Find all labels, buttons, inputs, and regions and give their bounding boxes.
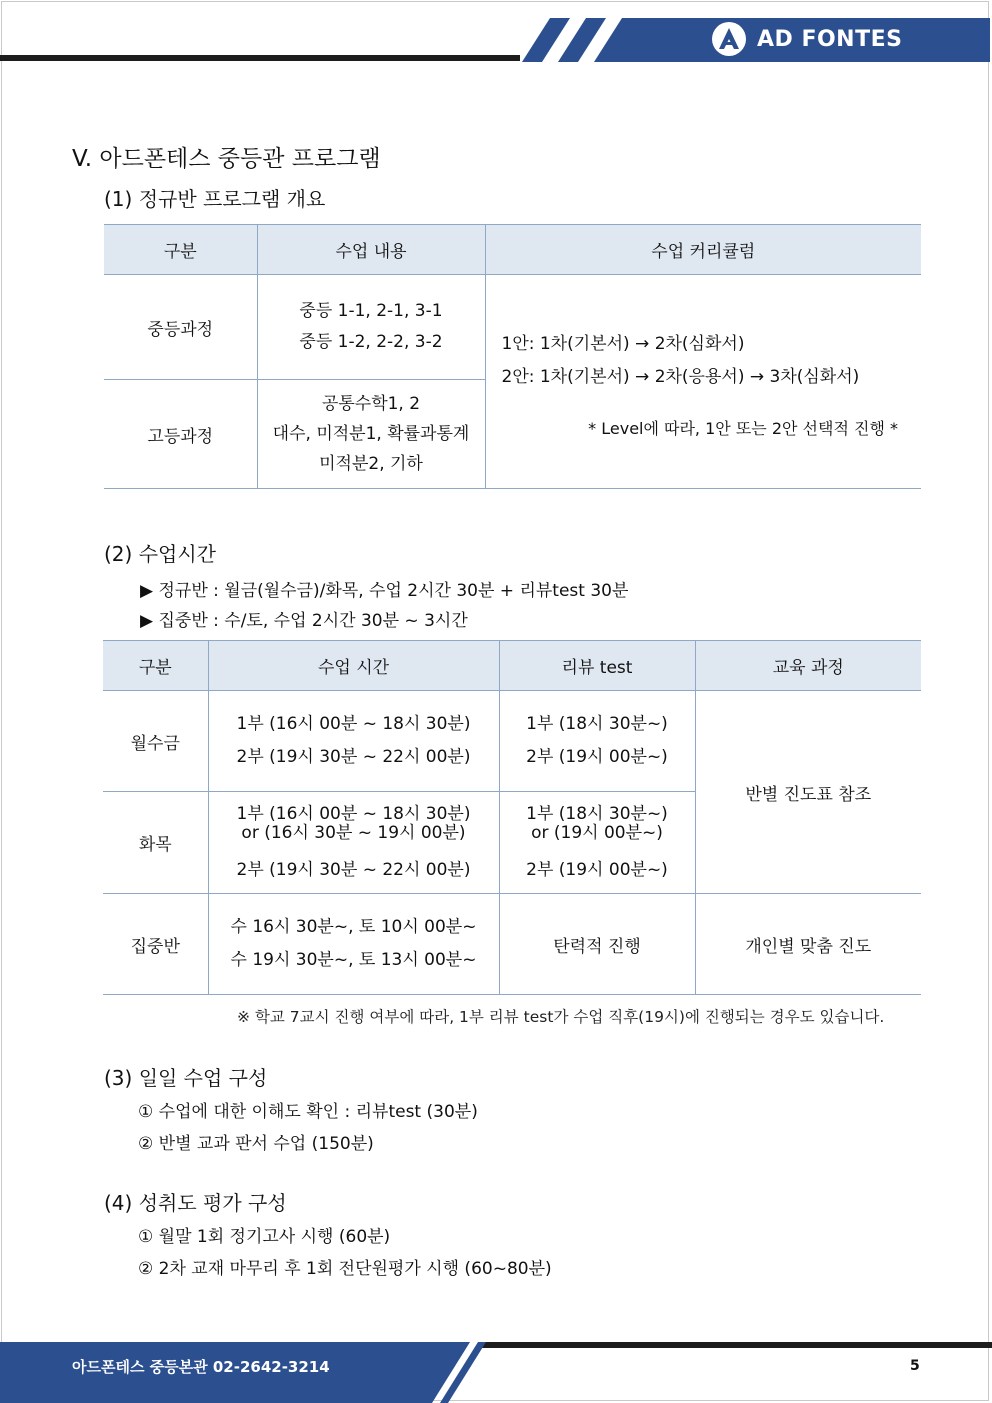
evaluation-item: ② 2차 교재 마무리 후 1회 전단원평가 시행 (60~80분) bbox=[138, 1259, 552, 1279]
section1-heading: (1) 정규반 프로그램 개요 bbox=[104, 187, 326, 211]
col-header: 수업 내용 bbox=[257, 225, 485, 275]
section3-heading: (3) 일일 수업 구성 bbox=[104, 1066, 268, 1090]
section2-heading: (2) 수업시간 bbox=[104, 542, 216, 566]
review-line: or (19시 00분~) bbox=[531, 823, 663, 843]
review-line: 2부 (19시 00분~) bbox=[526, 860, 668, 880]
review-line: 2부 (19시 00분~) bbox=[526, 747, 668, 767]
brand-logo bbox=[711, 22, 902, 56]
content-line: 미적분2, 기하 bbox=[319, 454, 423, 474]
row-category: 고등과정 bbox=[104, 380, 257, 489]
class-time-table bbox=[103, 640, 921, 995]
table-row bbox=[104, 275, 921, 380]
program-overview-table bbox=[104, 224, 921, 489]
curriculum-note: * Level에 따라, 1안 또는 2안 선택적 진행 * bbox=[588, 419, 898, 438]
table-row bbox=[103, 894, 921, 995]
row-category: 월수금 bbox=[130, 733, 180, 754]
time-line: 2부 (19시 30분 ~ 22시 00분) bbox=[236, 860, 471, 880]
schedule-bullet: ▶ 집중반 : 수/토, 수업 2시간 30분 ~ 3시간 bbox=[140, 611, 468, 631]
content-line: 공통수학1, 2 bbox=[321, 394, 421, 414]
row-category: 중등과정 bbox=[147, 319, 214, 340]
table-header-row bbox=[104, 225, 921, 275]
footer-contact: 아드폰테스 중등본관 02-2642-3214 bbox=[72, 1358, 330, 1376]
col-header: 교육 과정 bbox=[695, 641, 921, 691]
header-rule bbox=[0, 55, 520, 61]
review-line: 1부 (18시 30분~) bbox=[526, 714, 668, 734]
table-row bbox=[103, 691, 921, 792]
time-line: 1부 (16시 00분 ~ 18시 30분) bbox=[236, 714, 471, 734]
content-line: 중등 1-2, 2-2, 3-2 bbox=[299, 332, 443, 352]
col-header: 리뷰 test bbox=[499, 641, 695, 691]
curriculum-plan-2: 2안: 1차(기본서) → 2차(응용서) → 3차(심화서) bbox=[501, 367, 860, 387]
daily-item: ② 반별 교과 판서 수업 (150분) bbox=[138, 1134, 374, 1154]
row-content bbox=[257, 275, 485, 380]
row-review: 탄력적 진행 bbox=[499, 894, 695, 995]
table-header-row bbox=[103, 641, 921, 691]
row-content bbox=[257, 380, 485, 489]
time-line: 2부 (19시 30분 ~ 22시 00분) bbox=[236, 747, 471, 767]
row-time bbox=[208, 691, 499, 792]
content-line: 대수, 미적분1, 확률과통계 bbox=[272, 424, 470, 444]
row-time bbox=[208, 792, 499, 894]
row-category: 화목 bbox=[103, 792, 208, 894]
curriculum-plan-1: 1안: 1차(기본서) → 2차(심화서) bbox=[501, 334, 745, 354]
time-line: 수 16시 30분~, 토 10시 00분~ bbox=[230, 917, 477, 937]
row-category: 집중반 bbox=[103, 894, 208, 995]
logo-icon bbox=[711, 21, 747, 57]
row-time bbox=[208, 894, 499, 995]
schedule-note: ※ 학교 7교시 진행 여부에 따라, 1부 리뷰 test가 수업 직후(19시)에 진행되는 경우도 있습니다. bbox=[237, 1008, 885, 1026]
page-number: 5 bbox=[910, 1358, 920, 1374]
evaluation-item: ① 월말 1회 정기고사 시행 (60분) bbox=[138, 1227, 391, 1247]
col-header: 수업 커리큘럼 bbox=[485, 225, 921, 275]
time-line: or (16시 30분 ~ 19시 00분) bbox=[241, 823, 466, 843]
page-title: V. 아드폰테스 중등관 프로그램 bbox=[72, 146, 381, 172]
time-line: 1부 (16시 00분 ~ 18시 30분) bbox=[236, 804, 471, 824]
daily-item: ① 수업에 대한 이해도 확인 : 리뷰test (30분) bbox=[138, 1102, 478, 1122]
content-line: 중등 1-1, 2-1, 3-1 bbox=[299, 301, 443, 321]
col-header: 수업 시간 bbox=[208, 641, 499, 691]
shared-course-cell: 반별 진도표 참조 bbox=[695, 691, 921, 894]
row-review bbox=[499, 691, 695, 792]
brand-name: AD FONTES bbox=[757, 26, 903, 52]
row-course: 개인별 맞춤 진도 bbox=[695, 894, 921, 995]
col-header: 구분 bbox=[104, 225, 257, 275]
schedule-bullet: ▶ 정규반 : 월금(월수금)/화목, 수업 2시간 30분 + 리뷰test 30분 bbox=[140, 581, 629, 601]
curriculum-cell bbox=[485, 275, 921, 489]
review-line: 1부 (18시 30분~) bbox=[526, 804, 668, 824]
row-review bbox=[499, 792, 695, 894]
section4-heading: (4) 성취도 평가 구성 bbox=[104, 1191, 287, 1215]
col-header: 구분 bbox=[103, 641, 208, 691]
time-line: 수 19시 30분~, 토 13시 00분~ bbox=[230, 950, 477, 970]
